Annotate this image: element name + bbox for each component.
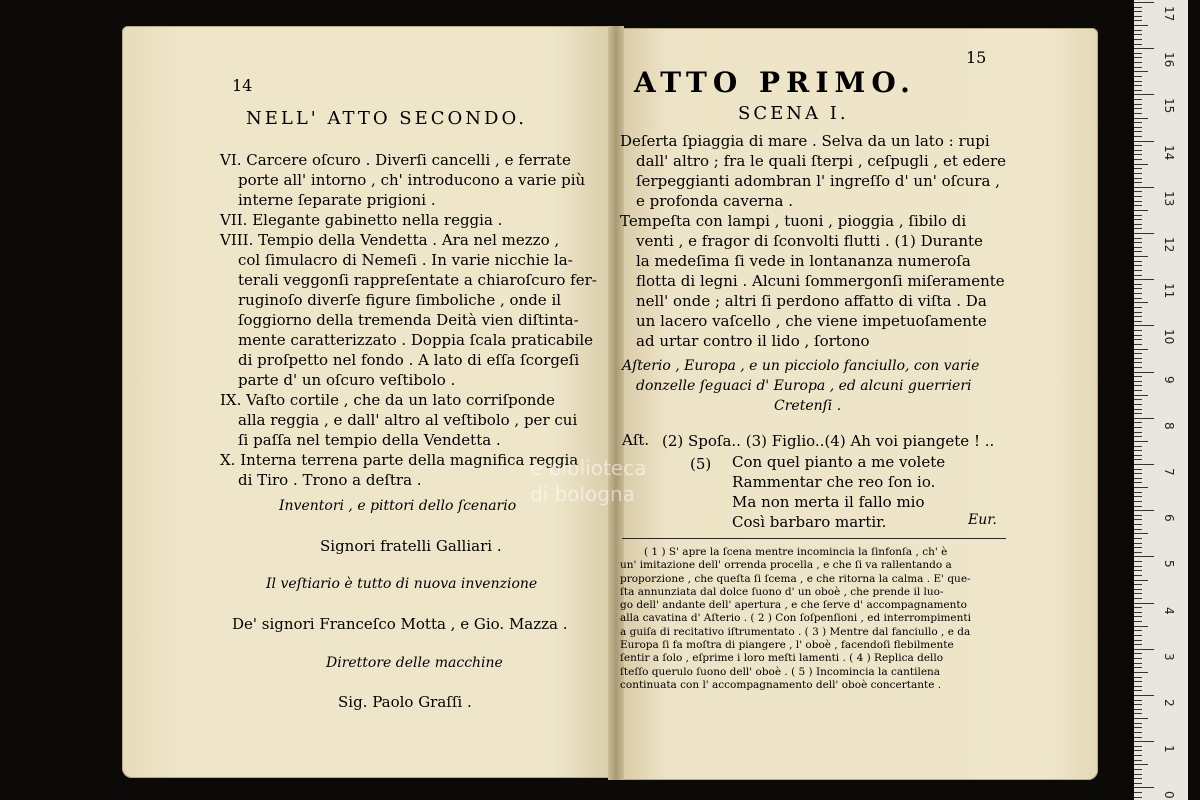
text-line: VIII. Tempio della Vendetta . Ara nel mezzo , [220,231,560,249]
ruler-tick [1134,224,1142,225]
act-title: ATTO PRIMO. [634,66,916,99]
ruler-tick [1134,85,1142,86]
text-line: mente caratterizzato . Doppia ſcala praticabile [238,331,594,349]
footnote-line: ( 1 ) S' apre la ſcena mentre incomincia la ſinfonſa , ch' è [644,546,948,558]
text-line: venti , e fragor di ſconvolti flutti . (1) Durante [636,232,983,250]
ruler-tick [1134,686,1142,687]
ruler-tick [1134,312,1142,313]
characters-line: Aſterio , Europa , e un picciolo fanciullo, con varie [622,358,980,374]
ruler-tick [1134,626,1148,627]
ruler-tick [1134,136,1142,137]
ruler-tick [1134,630,1142,631]
ruler-tick [1134,11,1142,12]
text-line: interne ſeparate prigioni . [238,191,436,209]
ruler-tick [1134,316,1142,317]
text-line: parte d' un oſcuro veſtibolo . [238,371,456,389]
footnote-line: proporzione , che queſta ſi ſcema , e che ritorna la calma . E' que- [620,572,971,585]
footnote-line: ſta annunziata dal dolce ſuono d' un oboè , che prende il luo- [620,585,944,598]
ruler-tick [1134,173,1142,174]
ruler-tick [1134,141,1154,142]
ruler-tick [1134,62,1142,63]
ruler-tick [1134,543,1142,544]
ruler-tick [1134,575,1142,576]
ruler-label: 3 [1162,652,1176,661]
ruler-tick [1134,769,1142,770]
ruler-tick [1134,349,1148,350]
ruler-tick [1134,755,1142,756]
ruler-tick [1134,154,1142,155]
text-line: alla reggia , e dall' altro al veſtibolo , per cui [238,411,578,429]
ruler-tick [1134,436,1142,437]
text-line: ad urtar contro il lido , ſortono [636,332,870,350]
text-line: di proſpetto nel fondo . A lato di eſſa ſcorgeſi [238,351,580,369]
ruler-tick [1134,53,1142,54]
ruler-tick [1134,178,1142,179]
ruler-tick [1134,427,1142,428]
ruler-tick [1134,238,1142,239]
text-line: VI. Carcere oſcuro . Diverſi cancelli , e ferrate [220,151,571,169]
ruler-tick [1134,649,1154,650]
ruler-tick [1134,547,1142,548]
text-line: di Tiro . Trono a deſtra . [238,471,422,489]
ruler-tick [1134,589,1142,590]
ruler-tick [1134,390,1142,391]
ruler-tick [1134,150,1142,151]
ruler-tick [1134,760,1142,761]
ruler-tick [1134,455,1142,456]
ruler-tick [1134,251,1142,252]
ruler-tick [1134,635,1142,636]
ruler-tick [1134,20,1142,21]
ruler-tick [1134,681,1142,682]
footnote-line: go dell' andante dell' apertura , e che ſerve d' accompagnamento [620,599,967,612]
ruler-tick [1134,413,1142,414]
credit-role: Inventori , e pittori dello ſcenario [279,498,517,514]
ruler-tick [1134,612,1142,613]
ruler-tick [1134,215,1142,216]
ruler-tick [1134,787,1154,788]
footnote-line: ſentir a ſolo , eſprime i loro meſti lamenti . ( 4 ) Replica dello [620,652,944,665]
ruler-tick [1134,404,1142,405]
ruler-tick [1134,653,1142,654]
ruler-tick [1134,372,1154,373]
ruler-tick [1134,261,1142,262]
ruler-tick [1134,358,1142,359]
ruler-tick [1134,44,1142,45]
ruler-tick [1134,325,1154,326]
ruler-label: 2 [1162,699,1176,707]
ruler-tick [1134,34,1142,35]
measurement-ruler [1134,0,1188,800]
ruler-tick [1134,658,1142,659]
ruler-label: 16 [1162,52,1176,68]
text-line: un lacero vaſcello , che viene impetuoſamente [636,312,987,330]
ruler-tick [1134,76,1142,77]
ruler-label: 17 [1162,6,1176,22]
ruler-tick [1134,233,1154,234]
ruler-label: 5 [1162,560,1176,569]
ruler-tick [1134,159,1142,160]
ruler-tick [1134,450,1142,451]
text-line: ſi paſſa nel tempio della Vendetta . [238,431,501,449]
verse-line: Con quel pianto a me volete [732,453,946,471]
ruler-tick [1134,727,1142,728]
ruler-tick [1134,210,1148,211]
ruler-tick [1134,663,1142,664]
text-line: Deſerta ſpiaggia di mare . Selva da un lato : rupi [620,132,990,150]
ruler-tick [1134,344,1142,345]
ruler-label: 14 [1162,144,1176,160]
ruler-tick [1134,478,1142,479]
text-line: dall' altro ; fra le quali ſterpi , ceſpugli , et edere [636,152,1007,170]
ruler-tick [1134,732,1142,733]
credit-role: Il veſtiario è tutto di nuova invenzione [266,576,538,592]
ruler-tick [1134,39,1142,40]
ruler-tick [1134,293,1142,294]
credit-name: Sig. Paolo Graſſi . [338,693,472,711]
ruler-tick [1134,284,1142,285]
ruler-tick [1134,25,1148,26]
ruler-tick [1134,640,1142,641]
ruler-label: 15 [1162,98,1176,114]
ruler-tick [1134,376,1142,377]
footnote-line: ſteſſo querulo ſuono dell' oboè . ( 5 ) Incomincia la cantilena [620,665,941,678]
credit-name: Signori fratelli Galliari . [320,537,502,555]
ruler-tick [1134,409,1142,410]
ruler-tick [1134,644,1142,645]
ruler-tick [1134,593,1142,594]
ruler-tick [1134,616,1142,617]
ruler-tick [1134,487,1148,488]
ruler-tick [1134,700,1142,701]
left-body [220,150,597,490]
ruler-tick [1134,741,1154,742]
ruler-tick [1134,510,1154,511]
ruler-tick [1134,201,1142,202]
text-line: VII. Elegante gabinetto nella reggia . [220,211,503,229]
ruler-label: 9 [1162,375,1176,384]
ruler-tick [1134,108,1142,109]
text-line: col ſimulacro di Nemeſi . In varie nicchie la- [238,251,573,269]
ruler-tick [1134,307,1142,308]
footnote-line: continuata con l' accompagnamento dell' oboè concertante . [620,678,942,691]
ruler-tick [1134,677,1142,678]
right-page-number: 15 [966,48,987,67]
ruler-label: 12 [1162,237,1176,253]
ruler-tick [1134,496,1142,497]
ruler-tick [1134,713,1142,714]
watermark-line: di bologna [530,482,635,506]
ruler-tick [1134,127,1142,128]
ruler-tick [1134,367,1142,368]
text-line: ſoggiorno della tremenda Deità vien diſtinta- [238,311,579,329]
ruler-tick [1134,667,1142,668]
ruler-tick [1134,385,1142,386]
ruler-tick [1134,2,1154,3]
ruler-tick [1134,399,1142,400]
ruler-tick [1134,395,1148,396]
ruler-tick [1134,57,1142,58]
ruler-tick [1134,778,1142,779]
ruler-tick [1134,205,1142,206]
ruler-tick [1134,122,1142,123]
ruler-tick [1134,556,1154,557]
right-body [620,131,1006,351]
ruler-tick [1134,196,1142,197]
ruler-tick [1134,145,1142,146]
text-line: e profonda caverna . [636,192,794,210]
ruler-tick [1134,561,1142,562]
ruler-tick [1134,81,1142,82]
ruler-tick [1134,219,1142,220]
ruler-tick [1134,330,1142,331]
text-line: flotta di legni . Alcuni ſommergonſi miſeramente [636,272,1005,290]
ruler-tick [1134,519,1142,520]
ruler-tick [1134,182,1142,183]
ruler-tick [1134,288,1142,289]
ruler-tick [1134,704,1142,705]
ruler-tick [1134,48,1154,49]
text-line: nell' onde ; altri ſi perdono affatto di viſta . Da [636,292,987,310]
ruler-tick [1134,515,1142,516]
credit-role: Direttore delle macchine [326,655,503,671]
library-watermark [530,455,646,507]
ruler-tick [1134,709,1142,710]
ruler-tick [1134,482,1142,483]
footnote-line: alla cavatina d' Aſterio . ( 2 ) Con ſoſpenſioni , ed interrompimenti [620,612,971,625]
ruler-tick [1134,672,1148,673]
ruler-tick [1134,104,1142,105]
ruler-tick [1134,7,1142,8]
ruler-tick [1134,321,1142,322]
ruler-tick [1134,783,1142,784]
ruler-tick [1134,187,1154,188]
ruler-label: 4 [1162,606,1176,615]
ruler-tick [1134,607,1142,608]
ruler-tick [1134,570,1142,571]
ruler-label: 13 [1162,190,1176,207]
ruler-tick [1134,598,1142,599]
ruler-tick [1134,118,1148,119]
ruler-tick [1134,621,1142,622]
ruler-tick [1134,524,1142,525]
ruler-tick [1134,690,1142,691]
ruler-tick [1134,94,1154,95]
ruler-tick [1134,164,1148,165]
ruler-tick [1134,464,1154,465]
ruler-tick [1134,538,1142,539]
verse-line-first: (2) Spoſa.. (3) Figlio..(4) Ah voi piangete ! .. [662,432,995,450]
ruler-tick [1134,718,1148,719]
ruler-tick [1134,529,1142,530]
ruler-tick [1134,469,1142,470]
ruler-tick [1134,339,1142,340]
verse-block [732,452,945,532]
ruler-tick [1134,335,1142,336]
verse-line: Rammentar che reo ſon io. [732,473,936,491]
ruler-label: 11 [1162,283,1176,299]
credit-name: De' signori Franceſco Motta , e Gio. Mazza . [232,615,568,633]
ruler-tick [1134,381,1142,382]
ruler-tick [1134,418,1154,419]
ruler-tick [1134,279,1154,280]
ruler-tick [1134,265,1142,266]
ruler-tick [1134,792,1142,793]
ruler-tick [1134,746,1142,747]
ruler-tick [1134,441,1148,442]
ruler-label: 1 [1162,745,1176,753]
ruler-label: 7 [1162,468,1176,476]
ruler-tick [1134,242,1142,243]
characters-line: Cretenſi . [774,398,842,414]
ruler-tick [1134,168,1142,169]
verse-line: Così barbaro martir. [732,513,887,531]
ruler-tick [1134,113,1142,114]
ruler-tick [1134,247,1142,248]
ruler-tick [1134,191,1142,192]
footnote-separator [622,538,1006,539]
ruler-tick [1134,99,1142,100]
verse-marker: (5) [690,455,712,473]
ruler-tick [1134,256,1148,257]
text-line: terali veggonſi rappreſentate a chiaroſcuro fer- [238,271,597,289]
ruler-tick [1134,506,1142,507]
ruler-tick [1134,492,1142,493]
footnote-line: un' imitazione dell' orrenda procella , e che ſi va rallentando a [620,559,952,572]
ruler-tick [1134,603,1154,604]
watermark-line: e biblioteca [530,456,647,480]
ruler-tick [1134,353,1142,354]
ruler-label: 10 [1162,329,1176,345]
ruler-tick [1134,459,1142,460]
ruler-tick [1134,30,1142,31]
text-line: la medeſima ſi vede in lontananza numeroſa [636,252,971,270]
ruler-tick [1134,228,1142,229]
ruler-tick [1134,533,1148,534]
ruler-tick [1134,473,1142,474]
verse-line: Ma non merta il fallo mio [732,493,925,511]
ruler-tick [1134,552,1142,553]
ruler-tick [1134,131,1142,132]
ruler-tick [1134,584,1142,585]
text-line: IX. Vaſto cortile , che da un lato corriſponde [220,391,555,409]
ruler-tick [1134,695,1154,696]
ruler-tick [1134,774,1142,775]
ruler-tick [1134,432,1142,433]
ruler-tick [1134,750,1142,751]
ruler-tick [1134,797,1142,798]
ruler-tick [1134,71,1148,72]
ruler-tick [1134,90,1142,91]
text-line: ruginoſo diverſe figure ſimboliche , onde il [238,291,562,309]
footnote-line: a guiſa di recitativo iſtrumentato . ( 3 ) Mentre dal fanciullo , e da [620,625,971,638]
ruler-label: 6 [1162,514,1176,522]
ruler-tick [1134,580,1148,581]
speaker-label: Aſt. [622,431,650,449]
ruler-tick [1134,501,1142,502]
scene-title: SCENA I. [738,103,849,124]
ruler-tick [1134,362,1142,363]
ruler-tick [1134,566,1142,567]
ruler-tick [1134,723,1142,724]
left-heading: NELL' ATTO SECONDO. [246,108,527,129]
left-page-number: 14 [232,76,253,95]
footnote-line: Europa ſi fa moſtra di piangere , l' oboè , facendoſi flebilmente [620,639,954,652]
characters-list [622,356,979,416]
ruler-tick [1134,737,1142,738]
ruler-tick [1134,302,1148,303]
text-line: ſerpeggianti adombran l' ingreſſo d' un' oſcura , [636,172,1000,190]
ruler-tick [1134,422,1142,423]
ruler-label: 8 [1162,421,1176,430]
characters-line: donzelle ſeguaci d' Europa , ed alcuni guerrieri [636,378,972,394]
ruler-tick [1134,16,1142,17]
ruler-tick [1134,764,1148,765]
catchword: Eur. [968,512,997,528]
ruler-tick [1134,275,1142,276]
ruler-label: 0 [1162,791,1176,800]
ruler-tick [1134,270,1142,271]
ruler-tick [1134,446,1142,447]
footnotes [620,546,971,692]
text-line: porte all' intorno , ch' introducono a varie più [238,171,586,189]
ruler-tick [1134,67,1142,68]
ruler-tick [1134,298,1142,299]
text-line: Tempeſta con lampi , tuoni , pioggia , ſibilo di [620,212,967,230]
text-line: X. Interna terrena parte della magnifica reggia [220,451,579,469]
